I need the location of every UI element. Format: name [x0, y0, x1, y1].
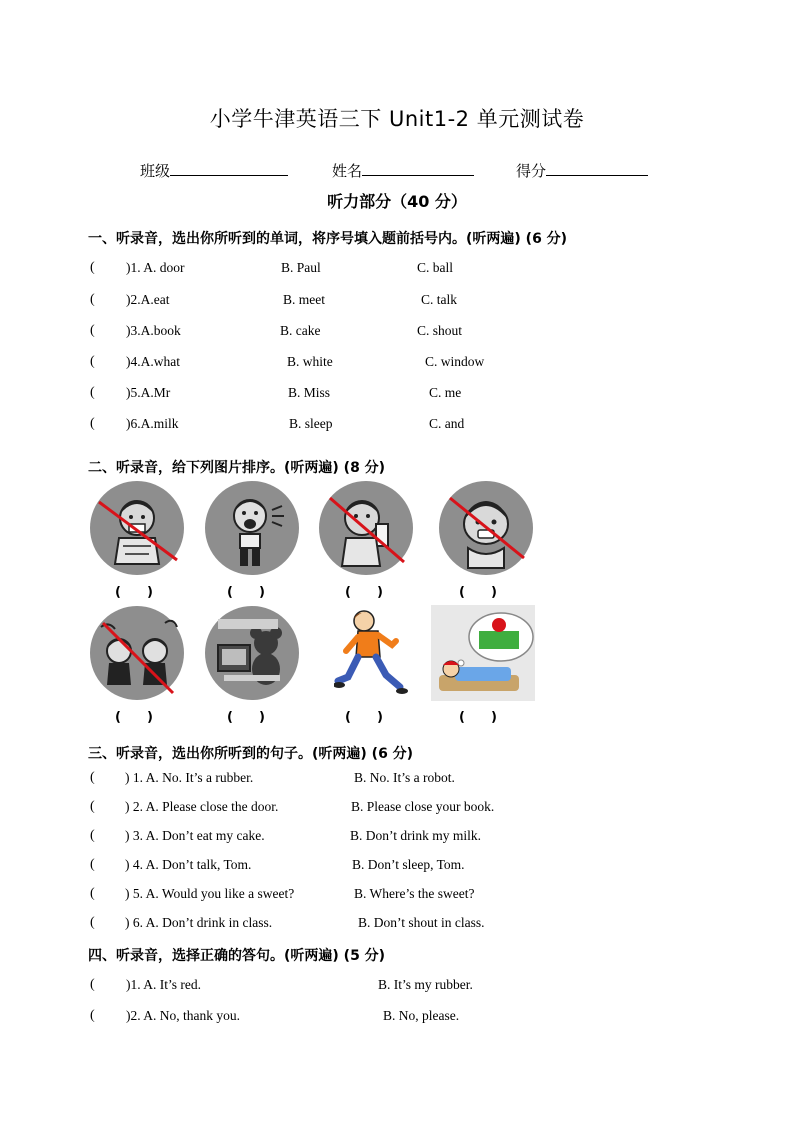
answer-paren[interactable]: (	[90, 857, 95, 872]
option-b: B. Don’t drink my milk.	[350, 828, 482, 843]
answer-paren[interactable]: (	[90, 323, 95, 338]
option-b: B. Miss	[288, 385, 331, 400]
section4-heading: 四、听录音，选择正确的答句。(听两遍) (5 分)	[88, 948, 386, 964]
option-b: B. Don’t sleep, Tom.	[352, 857, 465, 872]
no-whispering-icon	[89, 605, 185, 701]
picture-answer-paren[interactable]: ( )	[115, 585, 153, 600]
name-label: 姓名	[332, 162, 363, 180]
name-blank[interactable]	[362, 160, 474, 176]
option-c: C. and	[429, 416, 465, 431]
class-blank[interactable]	[170, 160, 288, 176]
option-c: C. talk	[421, 292, 457, 307]
answer-paren[interactable]: (	[90, 886, 95, 901]
option-c: C. me	[429, 385, 462, 400]
option-a: ) 4. A. Don’t talk, Tom.	[125, 857, 252, 872]
score-label: 得分	[516, 162, 547, 180]
section3-heading: 三、听录音，选出你所听到的句子。(听两遍) (6 分)	[88, 746, 414, 762]
running-boy-icon	[334, 607, 408, 701]
option-c: C. window	[425, 354, 485, 369]
answer-paren[interactable]: (	[90, 260, 95, 275]
option-b: B. No, please.	[383, 1008, 460, 1023]
option-b: B. cake	[280, 323, 321, 338]
picture-answer-paren[interactable]: ( )	[227, 585, 265, 600]
option-a: ) 2. A. Please close the door.	[125, 799, 279, 814]
picture-answer-paren[interactable]: ( )	[115, 710, 153, 725]
no-eating-icon	[89, 480, 185, 576]
answer-paren[interactable]: (	[90, 828, 95, 843]
no-talking-icon	[438, 480, 534, 576]
picture-answer-paren[interactable]: ( )	[345, 585, 383, 600]
option-b: B. meet	[283, 292, 325, 307]
option-a: ) 5. A. Would you like a sweet?	[125, 886, 295, 901]
answer-paren[interactable]: (	[90, 799, 95, 814]
option-b: B. Please close your book.	[351, 799, 495, 814]
option-a: ) 3. A. Don’t eat my cake.	[125, 828, 265, 843]
option-c: C. ball	[417, 260, 453, 275]
option-a: )2. A. No, thank you.	[126, 1008, 240, 1023]
option-a: )1. A. It’s red.	[126, 977, 201, 992]
option-a: ) 6. A. Don’t drink in class.	[125, 915, 273, 930]
no-drinking-icon	[318, 480, 414, 576]
score-field	[516, 160, 648, 181]
option-c: C. shout	[417, 323, 463, 338]
option-a: ) 1. A. No. It’s a rubber.	[125, 770, 254, 785]
answer-paren[interactable]: (	[90, 354, 95, 369]
name-field	[332, 160, 474, 181]
answer-paren[interactable]: (	[90, 385, 95, 400]
picture-answer-paren[interactable]: ( )	[459, 585, 497, 600]
option-b: B. Where’s the sweet?	[354, 886, 475, 901]
option-b: B. Paul	[281, 260, 321, 275]
picture-answer-paren[interactable]: ( )	[345, 710, 383, 725]
answer-paren[interactable]: (	[90, 292, 95, 307]
class-field	[140, 160, 288, 181]
option-b: B. It’s my rubber.	[378, 977, 473, 992]
picture-answer-paren[interactable]: ( )	[227, 710, 265, 725]
score-blank[interactable]	[546, 160, 648, 176]
option-b: B. sleep	[289, 416, 333, 431]
option-a: )4.A.what	[126, 354, 180, 369]
answer-paren[interactable]: (	[90, 977, 95, 992]
answer-paren[interactable]: (	[90, 915, 95, 930]
section2-heading: 二、听录音，给下列图片排序。(听两遍) (8 分)	[88, 460, 386, 476]
shouting-child-icon	[204, 480, 300, 576]
answer-paren[interactable]: (	[90, 416, 95, 431]
option-a: )1. A. door	[126, 260, 185, 275]
answer-paren[interactable]: (	[90, 770, 95, 785]
option-a: )2.A.eat	[126, 292, 170, 307]
option-b: B. Don’t shout in class.	[358, 915, 485, 930]
option-b: B. No. It’s a robot.	[354, 770, 455, 785]
section1-heading: 一、听录音，选出你所听到的单词，将序号填入题前括号内。(听两遍) (6 分)	[88, 231, 568, 247]
page-title: 小学牛津英语三下 Unit1-2 单元测试卷	[209, 107, 585, 131]
option-a: )6.A.milk	[126, 416, 179, 431]
section-subtitle: 听力部分（40 分）	[327, 192, 467, 211]
bear-toy-icon	[204, 605, 300, 701]
sleeping-child-icon	[431, 605, 535, 701]
option-b: B. white	[287, 354, 333, 369]
answer-paren[interactable]: (	[90, 1008, 95, 1023]
picture-answer-paren[interactable]: ( )	[459, 710, 497, 725]
option-a: )3.A.book	[126, 323, 181, 338]
class-label: 班级	[140, 162, 171, 180]
option-a: )5.A.Mr	[126, 385, 171, 400]
